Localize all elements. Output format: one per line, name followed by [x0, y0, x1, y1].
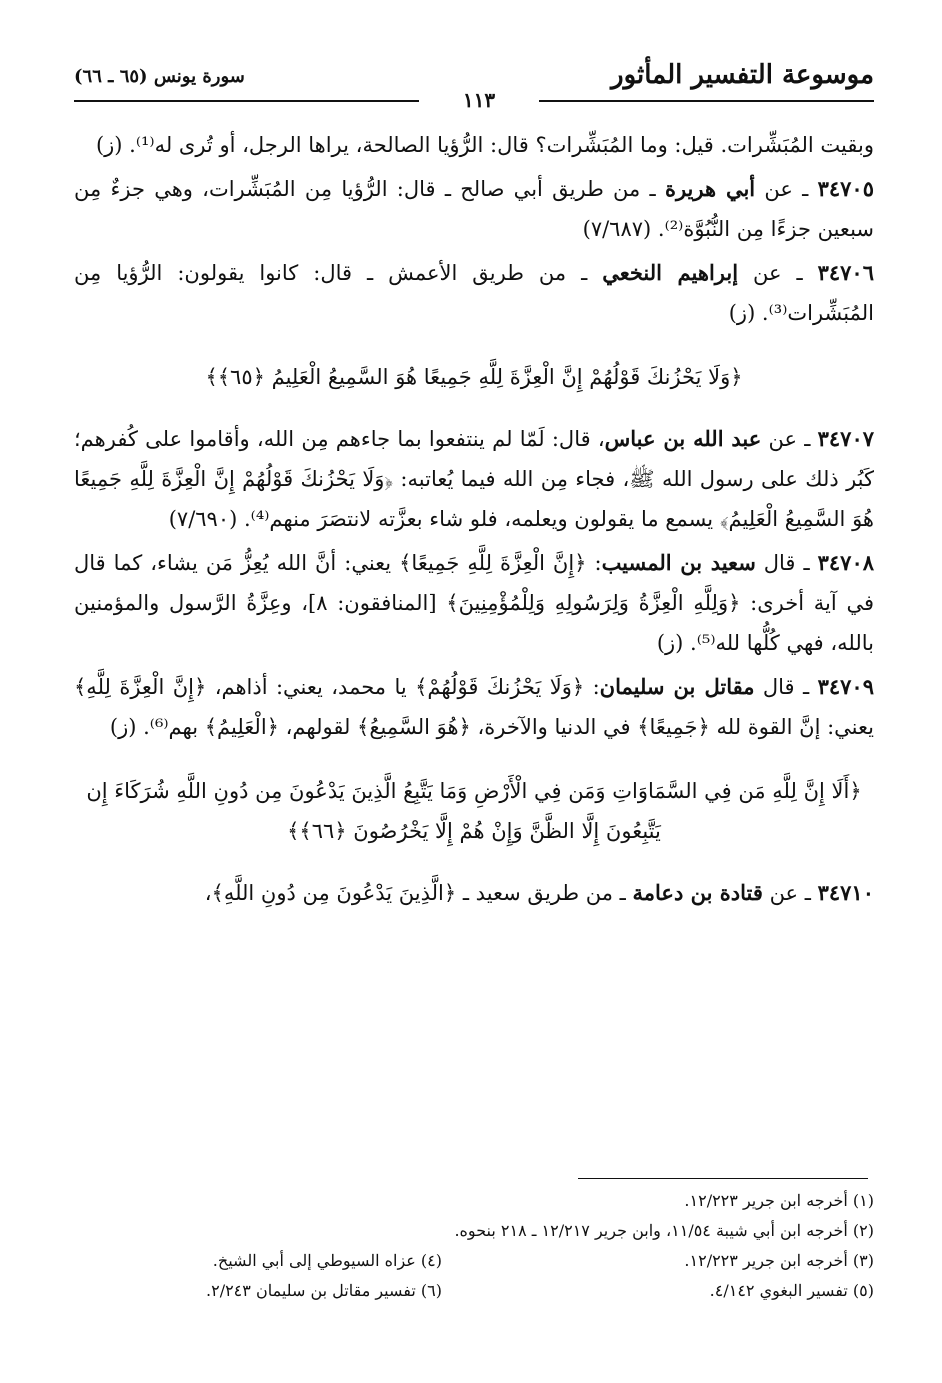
main-text [74, 125, 874, 917]
narration-number: ٣٤٧٠٩ [817, 674, 874, 699]
narration-lead: ـ عن [761, 427, 818, 451]
narration-text: : ﴿وَلَا يَحْزُنكَ قَوْلُهُمْ﴾ يا محمد، يعني: أذاهم، ﴿إِنَّ الْعِزَّةَ لِلَّهِ﴾ يعني: إنَّ القوة لله ﴿جَمِيعًا﴾ في الدنيا والآخرة، ﴿هُوَ السَّمِيعُ﴾ لقولهم، ﴿الْعَلِيمُ﴾ بهم⁽⁶⁾. (ز) [74, 675, 874, 739]
narration-34705 [74, 169, 874, 249]
narration-text: ـ من طريق الأعمش ـ قال: كانوا يقولون: الرُّؤيا مِن المُبَشِّرات⁽³⁾. (ز) [74, 261, 874, 325]
paragraph-continued: وبقيت المُبَشِّرات. قيل: وما المُبَشِّرات؟ قال: الرُّؤيا الصالحة، يراها الرجل، أو تُرى له⁽¹⁾. (ز) [95, 133, 874, 157]
footnote-4: (٤) عزاه السيوطي إلى أبي الشيخ. [212, 1251, 442, 1270]
narration-lead: ـ قال [755, 551, 818, 575]
page-number: ١١٣ [419, 88, 539, 112]
narration-number: ٣٤٧٠٨ [817, 550, 875, 575]
footnote-3: (٣) أخرجه ابن جرير ١٢/٢٢٣. [684, 1251, 874, 1270]
footnote-2: (٢) أخرجه ابن أبي شيبة ١١/٥٤، وابن جرير ١٢/٢١٧ ـ ٢١٨ بنحوه. [454, 1221, 874, 1240]
narration-34709 [74, 667, 874, 747]
quran-verse-66: ﴿أَلَا إِنَّ لِلَّهِ مَن فِي السَّمَاوَاتِ وَمَن فِي الْأَرْضِ وَمَا يَتَّبِعُ الَّذِينَ يَدْعُونَ مِن دُونِ اللَّهِ شُرَكَاءَ إِن يَتَّبِعُونَ إِلَّا الظَّنَّ وَإِنْ هُمْ إِلَّا يَخْرُصُونَ ﴿٦٦﴾﴾ [86, 779, 862, 843]
narration-34708 [74, 543, 874, 663]
narration-lead: ـ عن [755, 177, 818, 201]
narration-text: ـ من طريق أبي صالح ـ قال: الرُّؤيا مِن المُبَشِّرات، وهي جزءٌ مِن سبعين جزءًا مِن النُّبُوَّة⁽²⁾. (٧/٦٨٧) [74, 177, 874, 241]
page-header [74, 52, 874, 112]
narration-text: : ﴿إِنَّ الْعِزَّةَ لِلَّهِ جَمِيعًا﴾ يعني: أنَّ الله يُعِزُّ مَن يشاء، كما قال في آية أخرى: ﴿وَلِلَّهِ الْعِزَّةُ وَلِرَسُولِهِ وَلِلْمُؤْمِنِينَ﴾ [المنافقون: ٨]، وعِزَّةُ الرَّسول والمؤمنين بالله، فهي كُلُّها لله⁽⁵⁾. (ز) [74, 551, 874, 655]
narrator-name: قتادة بن دعامة [632, 880, 763, 905]
narration-34706 [74, 253, 874, 333]
book-title: موسوعة التفسير المأثور [611, 60, 874, 90]
footnote-6: (٦) تفسير مقاتل بن سليمان ٢/٢٤٣. [206, 1281, 442, 1300]
narrator-name: أبي هريرة [664, 176, 756, 201]
footnote-row [74, 1246, 874, 1276]
footnote-1: (١) أخرجه ابن جرير ١٢/٢٢٣. [684, 1191, 874, 1210]
footnote-row [74, 1276, 874, 1306]
narrator-name: إبراهيم النخعي [602, 260, 739, 285]
narration-34707 [74, 419, 874, 539]
narrator-name: عبد الله بن عباس [604, 426, 762, 451]
narration-number: ٣٤٧٠٧ [817, 426, 875, 451]
narration-number: ٣٤٧٠٥ [817, 176, 874, 201]
quran-verse-65: ﴿وَلَا يَحْزُنكَ قَوْلُهُمْ إِنَّ الْعِزَّةَ لِلَّهِ جَمِيعًا هُوَ السَّمِيعُ الْعَلِيمُ ﴿٦٥﴾﴾ [205, 365, 743, 389]
narration-lead: ـ عن [738, 261, 818, 285]
narrator-name: مقاتل بن سليمان [599, 674, 755, 699]
narration-34710 [74, 873, 874, 913]
narration-text: ـ من طريق سعيد ـ ﴿الَّذِينَ يَدْعُونَ مِن دُونِ اللَّهِ﴾، [204, 881, 633, 905]
narration-lead: ـ قال [754, 675, 818, 699]
narration-lead: ـ عن [762, 881, 818, 905]
footnotes [74, 1186, 874, 1306]
narrator-name: سعيد بن المسيب [601, 550, 756, 575]
narration-number: ٣٤٧٠٦ [817, 260, 874, 285]
narration-number: ٣٤٧١٠ [817, 880, 874, 905]
sura-reference: سورة يونس (٦٥ ـ ٦٦) [74, 66, 245, 87]
narration-text: ، قال: لَمّا لم ينتفعوا بما جاءهم مِن الله، وأقاموا على كُفرهم؛ كَبُر ذلك على رسول الله ﷺ، فجاء مِن الله فيما يُعاتبه: ﴿وَلَا يَحْزُنكَ قَوْلُهُمْ إِنَّ الْعِزَّةَ لِلَّهِ جَمِيعًا هُوَ السَّمِيعُ الْعَلِيمُ﴾ يسمع ما يقولون ويعلمه، فلو شاء بعزَّته لانتصَرَ منهم⁽⁴⁾. (٧/٦٩٠) [74, 427, 874, 531]
footnote-5: (٥) تفسير البغوي ٤/١٤٢. [709, 1281, 874, 1300]
footnote-rule [578, 1178, 868, 1179]
